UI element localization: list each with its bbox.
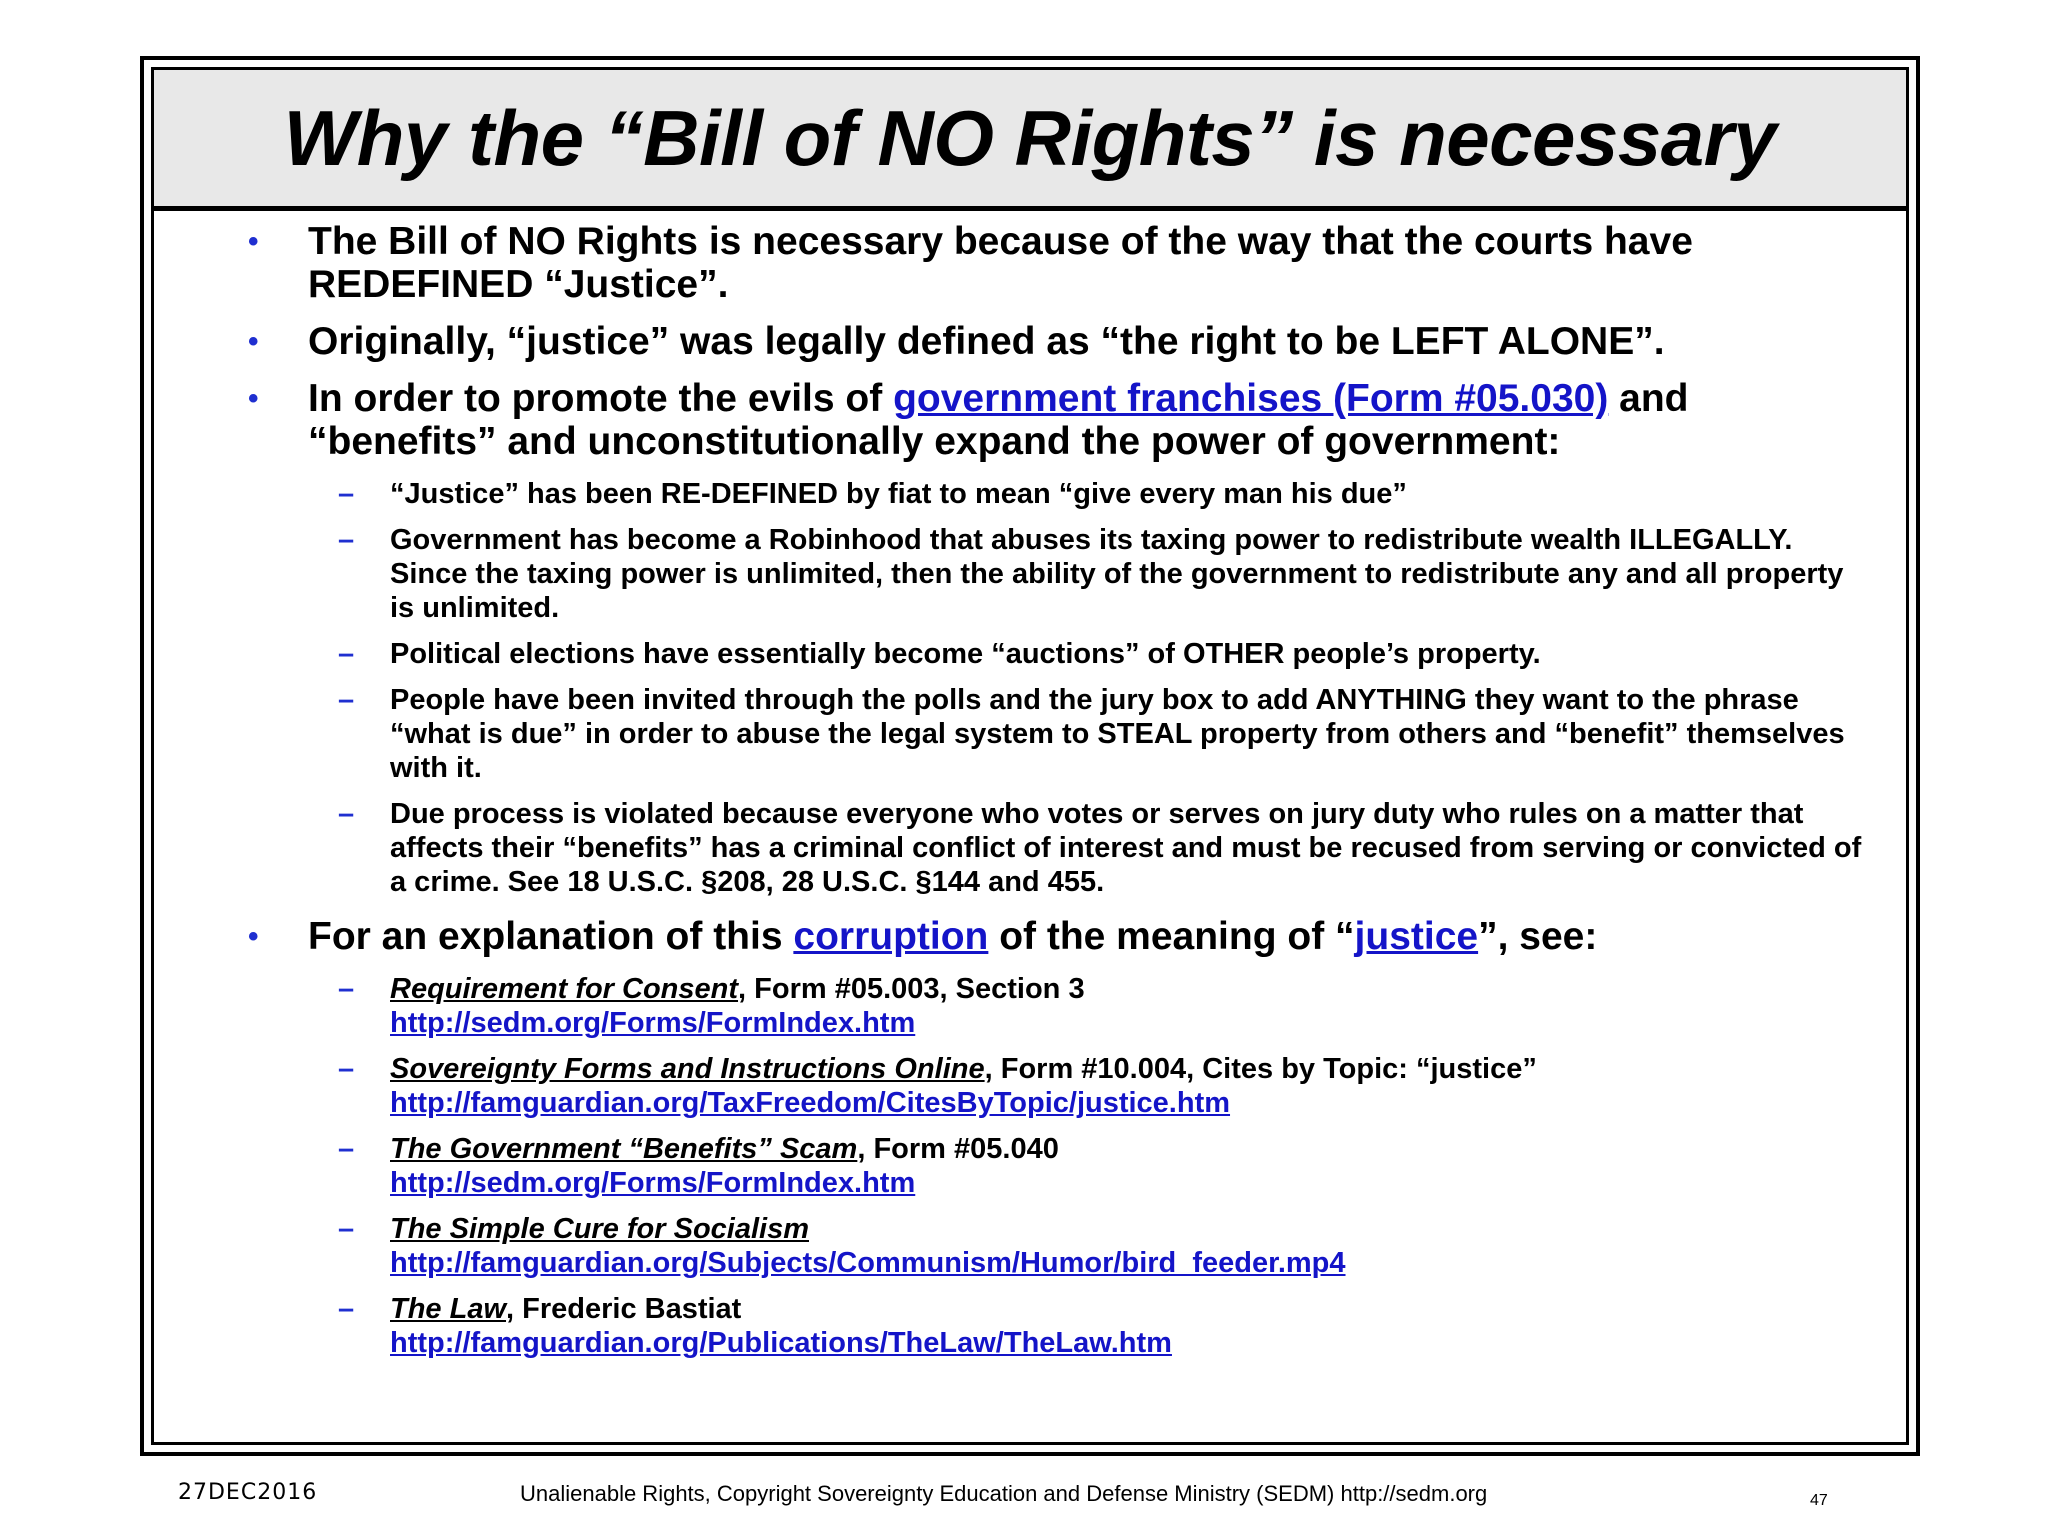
corruption-link[interactable]: corruption [793,915,989,958]
sub-point-text: “Justice” has been RE-DEFINED by fiat to mean “give every man his due” [390,478,1407,510]
sub-point-text: Government has become a Robinhood that abuses its taxing power to redistribute wealth ILLEGALLY. Since the taxing power is unlimited, then the ability of the government to redistribute any and all property is unlimited. [390,524,1844,624]
reference-title: The Law [390,1293,507,1325]
reference-detail: , Frederic Bastiat [506,1293,742,1325]
reference-item [338,1292,1866,1360]
sub-point [338,477,1866,511]
reference-detail: , Form #10.004, Cites by Topic: “justice” [984,1053,1537,1085]
bullet-point [248,915,1866,958]
sub-point-list [248,477,1866,899]
dash-mark: – [338,524,355,556]
bullet-mark: • [248,225,259,258]
bullet-text-pre: In order to promote the evils of [308,377,894,420]
page-number: 47 [1810,1492,1828,1509]
sub-point [338,637,1866,671]
bullet-mark: • [248,325,259,358]
bullet-text-mid: of the meaning of “ [988,915,1355,958]
reference-item [338,972,1866,1040]
reference-item [338,1212,1866,1280]
bullet-mark: • [248,920,259,953]
reference-link[interactable]: http://famguardian.org/Publications/TheLaw/TheLaw.htm [390,1327,1172,1359]
bullet-text-post: ”, see: [1478,915,1598,958]
slide-content [248,220,1866,1376]
bullet-text: The Bill of NO Rights is necessary because of the way that the courts have REDEFINED “Justice”. [308,220,1693,306]
reference-list [248,972,1866,1360]
dash-mark: – [338,478,355,510]
reference-link[interactable]: http://sedm.org/Forms/FormIndex.htm [390,1167,916,1199]
dash-mark: – [338,638,355,670]
dash-mark: – [338,973,355,1005]
reference-link[interactable]: http://sedm.org/Forms/FormIndex.htm [390,1007,916,1039]
reference-title: Sovereignty Forms and Instructions Online [390,1053,985,1085]
reference-link[interactable]: http://famguardian.org/Subjects/Communism/Humor/bird_feeder.mp4 [390,1247,1346,1279]
bullet-point [248,320,1866,363]
reference-title: Requirement for Consent [390,973,739,1005]
dash-mark: – [338,798,355,830]
sub-point-text: People have been invited through the polls and the jury box to add ANYTHING they want to the phrase “what is due” in order to abuse the legal system to STEAL property from others and “benefit” themselves with it. [390,684,1845,784]
slide-frame [140,56,1920,1456]
sub-point [338,683,1866,785]
bullet-mark: • [248,382,259,415]
reference-item [338,1132,1866,1200]
footer-copyright: Unalienable Rights, Copyright Sovereignty Education and Defense Ministry (SEDM) http://sedm.org [520,1481,1488,1506]
bullet-text: Originally, “justice” was legally defined as “the right to be LEFT ALONE”. [308,320,1665,363]
title-bar [154,70,1906,211]
slide-inner-frame [151,67,1909,1445]
reference-detail: , Form #05.040 [857,1133,1059,1165]
slide-title: Why the “Bill of NO Rights” is necessary [283,94,1777,182]
sub-point-text: Political elections have essentially become “auctions” of OTHER people’s property. [390,638,1541,670]
sub-point [338,523,1866,625]
bullet-point [248,220,1866,306]
bullet-text-pre: For an explanation of this [308,915,794,958]
reference-item [338,1052,1866,1120]
bullet-text-post: and “benefits” and unconstitutionally expand the power of government: [308,377,1689,463]
reference-title: The Government “Benefits” Scam [390,1133,858,1165]
dash-mark: – [338,1053,355,1085]
franchises-link[interactable]: government franchises (Form #05.030) [893,377,1609,420]
justice-link[interactable]: justice [1354,915,1479,958]
footer-date: 27DEC2016 [178,1480,318,1505]
dash-mark: – [338,1293,355,1325]
reference-link[interactable]: http://famguardian.org/TaxFreedom/CitesByTopic/justice.htm [390,1087,1231,1119]
sub-point [338,797,1866,899]
sub-point-text: Due process is violated because everyone who votes or serves on jury duty who rules on a matter that affects their “benefits” has a criminal conflict of interest and must be recused from serving or convicted of a crime. See 18 U.S.C. §208, 28 U.S.C. §144 and 455. [390,798,1862,898]
dash-mark: – [338,1133,355,1165]
dash-mark: – [338,1213,355,1245]
reference-detail: , Form #05.003, Section 3 [738,973,1085,1005]
bullet-point [248,377,1866,463]
reference-title: The Simple Cure for Socialism [390,1213,809,1245]
dash-mark: – [338,684,355,716]
